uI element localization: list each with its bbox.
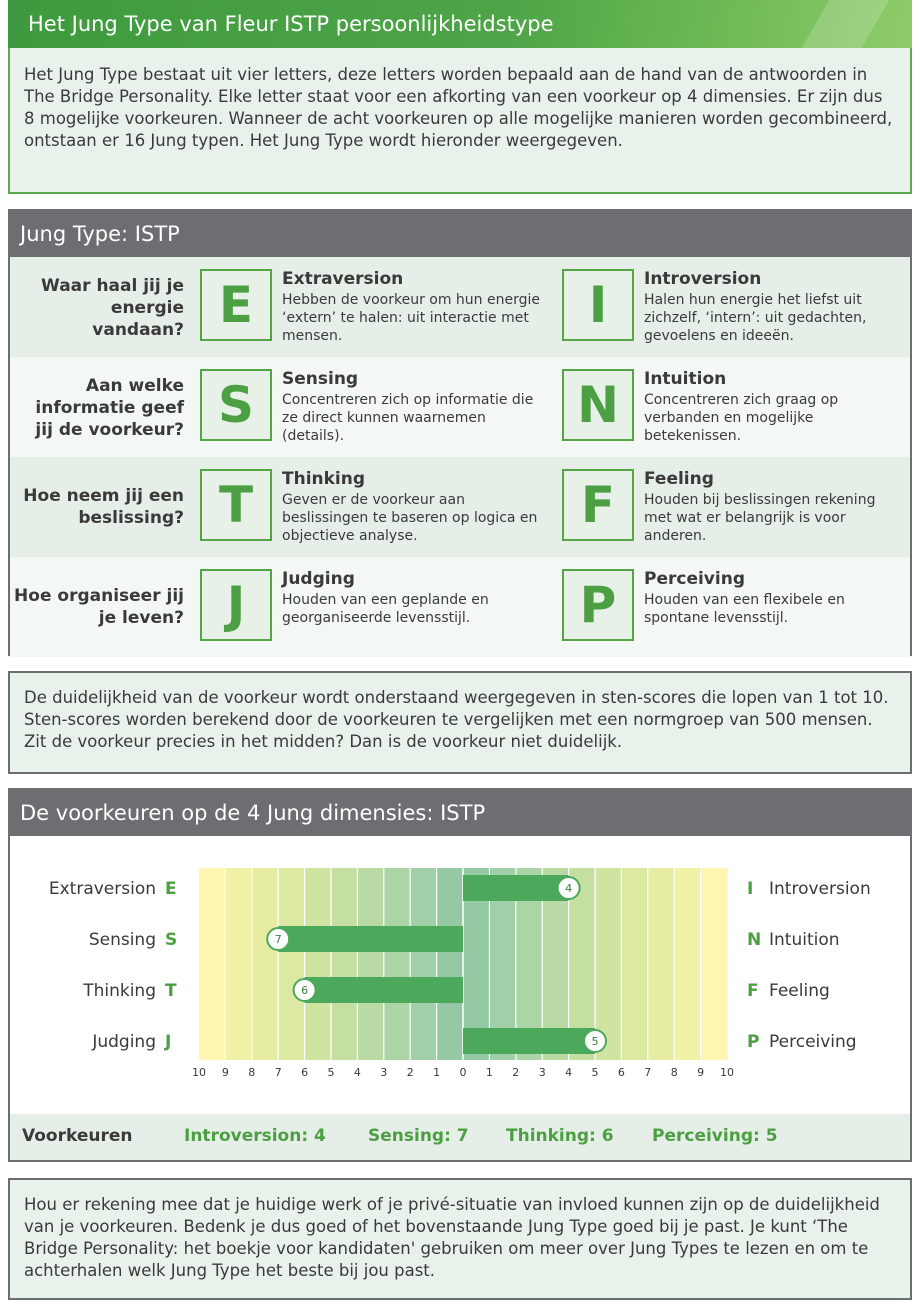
preference-introversion: Introversion: 4 bbox=[184, 1126, 326, 1146]
data-label: 7 bbox=[274, 933, 282, 946]
chart-band bbox=[384, 868, 411, 1060]
chart-band bbox=[410, 868, 437, 1060]
letter-box-t: T bbox=[200, 469, 272, 541]
x-tick-label: 1 bbox=[485, 1066, 493, 1079]
letter-box-s: S bbox=[200, 369, 272, 441]
right-dimension-letter: P bbox=[747, 1032, 760, 1052]
left-dimension-letter: T bbox=[165, 981, 177, 1001]
preference-sensing: Sensing: 7 bbox=[368, 1126, 469, 1146]
option-desc-extraversion: Hebben de voorkeur om hun energie ‘extern’ te halen: uit interactie met mensen. bbox=[282, 292, 540, 344]
option-desc-intuition: Concentreren zich graag op verbanden en mogelijke betekenissen. bbox=[644, 392, 839, 444]
chart-band bbox=[278, 868, 305, 1060]
sten-info-box bbox=[8, 671, 912, 774]
chart-band bbox=[674, 868, 701, 1060]
option-title-intuition: Intuition bbox=[644, 369, 727, 389]
x-tick-label: 6 bbox=[301, 1066, 309, 1079]
dimension-row-energy bbox=[10, 257, 910, 357]
x-tick-label: 7 bbox=[274, 1066, 282, 1079]
x-tick-label: 7 bbox=[644, 1066, 652, 1079]
option-desc-introversion: Halen hun energie het liefst uit zichzelf, ‘intern’: uit gedachten, gevoelens en ideeën. bbox=[644, 292, 867, 344]
x-tick-label: 2 bbox=[406, 1066, 414, 1079]
x-tick-label: 10 bbox=[720, 1066, 734, 1079]
option-title-judging: Judging bbox=[282, 569, 355, 589]
x-tick-label: 9 bbox=[221, 1066, 229, 1079]
chart-band bbox=[437, 868, 464, 1060]
right-dimension-letter: N bbox=[747, 930, 762, 950]
left-dimension-label: Sensing bbox=[88, 930, 156, 950]
data-label: 6 bbox=[301, 984, 309, 997]
preferences-chart-section bbox=[8, 788, 912, 1162]
dimension-question: Waar haal jij je energie vandaan? bbox=[41, 276, 184, 340]
page-title: Het Jung Type van Fleur ISTP persoonlijkheidstype bbox=[28, 12, 554, 36]
chart-band bbox=[331, 868, 358, 1060]
right-dimension-label: Perceiving bbox=[769, 1032, 857, 1052]
data-label: 4 bbox=[565, 882, 573, 895]
dimension-row-information bbox=[10, 357, 910, 457]
intro-box bbox=[8, 48, 912, 194]
x-tick-label: 0 bbox=[459, 1066, 467, 1079]
x-tick-label: 3 bbox=[538, 1066, 546, 1079]
closing-text: Hou er rekening mee dat je huidige werk of je privé-situatie van invloed kunnen zijn op de duidelijkheid van je voorkeuren. Bedenk je dus goed of het bovenstaande Jung Type goed bij je past. Je kunt ‘The Bridge Personality: het boekje voor kandidaten' gebruiken om meer over Jung Types te lezen en om te achterhalen welk Jung Type het beste bij jou past. bbox=[24, 1195, 880, 1280]
option-title-perceiving: Perceiving bbox=[644, 569, 745, 589]
chart-band bbox=[225, 868, 252, 1060]
option-title-introversion: Introversion bbox=[644, 269, 762, 289]
preference-perceiving: Perceiving: 5 bbox=[652, 1126, 778, 1146]
left-dimension-letter: J bbox=[165, 1032, 172, 1052]
chart-band bbox=[252, 868, 279, 1060]
bar-judging bbox=[463, 1028, 595, 1054]
letter-box-n: N bbox=[562, 369, 634, 441]
x-tick-label: 3 bbox=[380, 1066, 388, 1079]
x-tick-label: 6 bbox=[617, 1066, 625, 1079]
letter-box-e: E bbox=[200, 269, 272, 341]
chart-band bbox=[199, 868, 226, 1060]
letter-box-j: J bbox=[200, 569, 272, 641]
dimension-row-decision bbox=[10, 457, 910, 557]
data-label: 5 bbox=[591, 1035, 599, 1048]
x-tick-label: 9 bbox=[697, 1066, 705, 1079]
option-desc-sensing: Concentreren zich op informatie die ze direct kunnen waarnemen (details). bbox=[282, 392, 534, 444]
x-tick-label: 8 bbox=[248, 1066, 256, 1079]
left-dimension-label: Thinking bbox=[83, 981, 156, 1001]
preference-thinking: Thinking: 6 bbox=[506, 1126, 614, 1146]
intro-text: Het Jung Type bestaat uit vier letters, deze letters worden bepaald aan de hand van de antwoorden in The Bridge Personality. Elke letter staat voor een afkorting van een voorkeur op 4 dimensies. Er zijn dus 8 mogelijke voorkeuren. Wanneer de acht voorkeuren op alle mogelijke manieren worden gecombineerd, ontstaan er 16 Jung typen. Het Jung Type wordt hieronder weergegeven. bbox=[24, 65, 893, 150]
chart-area bbox=[10, 836, 910, 1116]
x-tick-label: 4 bbox=[565, 1066, 573, 1079]
x-tick-label: 5 bbox=[591, 1066, 599, 1079]
option-title-extraversion: Extraversion bbox=[282, 269, 404, 289]
x-tick-label: 4 bbox=[353, 1066, 361, 1079]
sten-info-text: De duidelijkheid van de voorkeur wordt onderstaand weergegeven in sten-scores die lopen van 1 tot 10. Sten-scores worden berekend door de voorkeuren te vergelijken met een normgroep van 500 mensen. Zit de voorkeur precies in het midden? Dan is de voorkeur niet duidelijk. bbox=[24, 688, 889, 751]
option-title-sensing: Sensing bbox=[282, 369, 359, 389]
option-desc-judging: Houden van een geplande en georganiseerde levensstijl. bbox=[282, 592, 489, 626]
option-title-feeling: Feeling bbox=[644, 469, 714, 489]
letter-box-p: P bbox=[562, 569, 634, 641]
right-dimension-label: Intuition bbox=[769, 930, 840, 950]
chart-heading: De voorkeuren op de 4 Jung dimensies: ISTP bbox=[10, 790, 910, 836]
bar-extraversion bbox=[463, 875, 569, 901]
x-tick-label: 1 bbox=[433, 1066, 441, 1079]
right-dimension-label: Feeling bbox=[769, 981, 830, 1001]
chart-band bbox=[621, 868, 648, 1060]
left-dimension-letter: E bbox=[165, 879, 177, 899]
option-title-thinking: Thinking bbox=[282, 469, 366, 489]
chart-band bbox=[357, 868, 384, 1060]
option-desc-thinking: Geven er de voorkeur aan beslissingen te baseren op logica en objectieve analyse. bbox=[282, 492, 538, 544]
dimension-question: Aan welke informatie geef jij de voorkeur? bbox=[35, 376, 184, 440]
page-banner bbox=[8, 0, 912, 48]
bar-thinking bbox=[305, 977, 463, 1003]
x-tick-label: 5 bbox=[327, 1066, 335, 1079]
jung-type-section bbox=[8, 209, 912, 656]
chart-band bbox=[701, 868, 728, 1060]
dimension-row-organise bbox=[10, 557, 910, 657]
closing-box bbox=[8, 1178, 912, 1300]
diverging-bar-chart bbox=[10, 836, 910, 1116]
left-dimension-letter: S bbox=[165, 930, 178, 950]
letter-box-f: F bbox=[562, 469, 634, 541]
left-dimension-label: Extraversion bbox=[48, 879, 156, 899]
jung-type-heading: Jung Type: ISTP bbox=[10, 211, 910, 257]
letter-box-i: I bbox=[562, 269, 634, 341]
x-tick-label: 8 bbox=[670, 1066, 678, 1079]
dimension-question: Hoe organiseer jij je leven? bbox=[14, 586, 184, 628]
preferences-label: Voorkeuren bbox=[22, 1126, 133, 1146]
chart-band bbox=[648, 868, 675, 1060]
bar-sensing bbox=[278, 926, 463, 952]
x-tick-label: 2 bbox=[512, 1066, 520, 1079]
x-tick-label: 10 bbox=[192, 1066, 206, 1079]
option-desc-perceiving: Houden van een flexibele en spontane levensstijl. bbox=[644, 592, 845, 626]
chart-band bbox=[305, 868, 332, 1060]
left-dimension-label: Judging bbox=[92, 1032, 156, 1052]
right-dimension-label: Introversion bbox=[769, 879, 871, 899]
preferences-summary bbox=[10, 1114, 910, 1160]
right-dimension-letter: I bbox=[747, 879, 754, 899]
option-desc-feeling: Houden bij beslissingen rekening met wat er belangrijk is voor anderen. bbox=[644, 492, 876, 544]
dimension-question: Hoe neem jij een beslissing? bbox=[23, 486, 184, 528]
right-dimension-letter: F bbox=[747, 981, 759, 1001]
